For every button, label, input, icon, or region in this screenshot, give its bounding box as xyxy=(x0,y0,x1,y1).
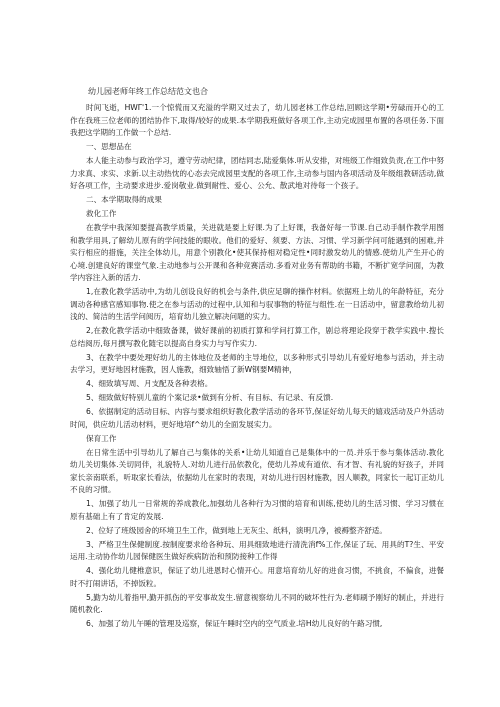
document-body xyxy=(70,102,444,631)
section-heading: 二、本学期取得的成果 xyxy=(86,195,162,204)
paragraph: 6、依据制定的活动目标、内容与要求组织好教化教学活动的各环节,保证好幼儿每天的嬉戏活动及户外活动时间，供应幼儿活动材料，更好地培f^幼儿的全面发展实力。 xyxy=(70,407,444,429)
paragraph: 2、位好了班级园舍的环境卫生工作，做到地上无灰尘、纸料，演明几净，被褥整齐舒适。 xyxy=(86,525,387,535)
paragraph: 在日常生活中引导幼儿了解自己与集体的关系•让幼儿知道自己是集体中的一员.并乐于参与集体活动.教化幼儿关切集体.关切同伴，礼貌特人.对幼儿进行品依教化，使幼儿养成有道依、有才智、有礼貌的好孩子，并同家长亲南联系，听取家长看法，依据幼儿在家时的表现，对幼儿进行因材施教，因人顺教，同家长一起订正幼儿不良的习惯。 xyxy=(70,447,444,494)
paragraph: 4、细致填写周、月支配及各种表格。 xyxy=(86,379,213,388)
paragraph: 1、加强了幼儿一日常规的养成教化,加强幼儿各种行为习惯的培育和训练,使幼儿的生活习惯、学习习惯在原有基础上有了肯定的发展. xyxy=(70,499,444,521)
paragraph: 时间飞逝，HWΓ'1.一个惊慌而又充溢的学期又过去了，幼儿园老林工作总结,回顾这学期•劳碌而开心的工作在我班三位老师的团结协作下,取得/较好的成果.本学期我班做好各项工作,主动完成园里布置的各项任务.下面我把这学期的工作做一个总结. xyxy=(70,103,444,137)
paragraph: 3、在教学中要处理好幼儿的主体地位及老师的主导地位，以多种形式引导幼儿有爱好地参与活动，并主动去学习，更好地因材施教，因人施教，细致轴悟了新W钢要M精神， xyxy=(70,352,444,374)
paragraph: 5,勤为幼儿着指甲,勤开抓伤的平安事故发生.留意视察幼儿不同的破坏性行为.老师刷予刚好的制止，并进行随机教化. xyxy=(70,592,444,614)
paragraph: 本人能主动参与政治学习，遵守劳动纪律，团结同志,陆爱集体.听从安排，对班级工作细致负责,在工作中努力求真、求实、求新.以主动热忱的心态去完成园里支配的各项工作,主动参与国内各项活动及年级组教研活动,做好各项工作，主动要求进步.爱岗敬业.做到耐性、爱心、公允、散武地对待每一个孩子。 xyxy=(70,156,444,190)
paragraph: 2,在教化教学活动中细致备课，做好课前的初质打算和学问打算工作，剧总将理论段穿于教学实践中.搜长总结阅历,每月撰写教化随宅以提高自身实力与写作实力. xyxy=(70,326,444,348)
paragraph: 4、强化幼儿健椎意识，保证了幼儿进恩时心情开心。用意培育幼儿好的进食习惯，不挑食，不偏食，进餐时不打闹讲话，不掉饭粒。 xyxy=(70,566,444,588)
paragraph: 3、严格卫生保健制度.按制度要求给各种玩、用具细致地进行清洗消f%工作,保证了玩、用具的T?生、平安运用.主动协作幼儿园保健医生做好疾病防治和预防接种工作得 xyxy=(70,539,444,561)
paragraph: 6、加强了幼儿午睡的管理及巡察，保证午睡时空内的空气质业.培H幼儿良好的午路习惯, xyxy=(86,619,383,628)
section-heading: 保育工作 xyxy=(86,433,117,443)
section-heading: 救化工作 xyxy=(86,209,117,218)
document-title: 幼儿园老师年终工作总结范文也合 xyxy=(88,87,208,96)
paragraph: 1,在教化教学活动中,为幼儿创设良好的机会与条件,供应足聊的操作材料。依据班上幼儿的年龄特征，充分调动各种感官感知事物.使之在参与活动的过程中,认知和与驭事物的特征与组性.在一日活动中，留意教给幼儿初浅的、简洁的生活学问阅历，培育幼儿独立解决问题的实力。 xyxy=(70,287,444,321)
section-heading: 一、思想品在 xyxy=(86,142,132,151)
paragraph: 在教学中我深知要提高教学质量，关进就是要上好课.为了上好课，我备好每一节课.自己动手制作教学用图和教学用具,了解幼儿原有的学问技能的眼收。他们的爱好、须要、方法、习惯、学习新学问可能遇到的困难,并实行相应的措施，关注全体幼儿，用意个别教化•使其保持相对稳定性•同时激发幼儿的情感.使幼儿产生开心的心境.创建良好的课堂气象.主动地参与公开课和各种竞赛活动.多看对业务有帮助的书籍，不断扩宽学问面，为教学内容注入新的活力. xyxy=(70,223,444,282)
paragraph: 5、细致做好特别儿童的个案记录•做到有分析、有目标、有记录、有反馈. xyxy=(86,393,334,402)
